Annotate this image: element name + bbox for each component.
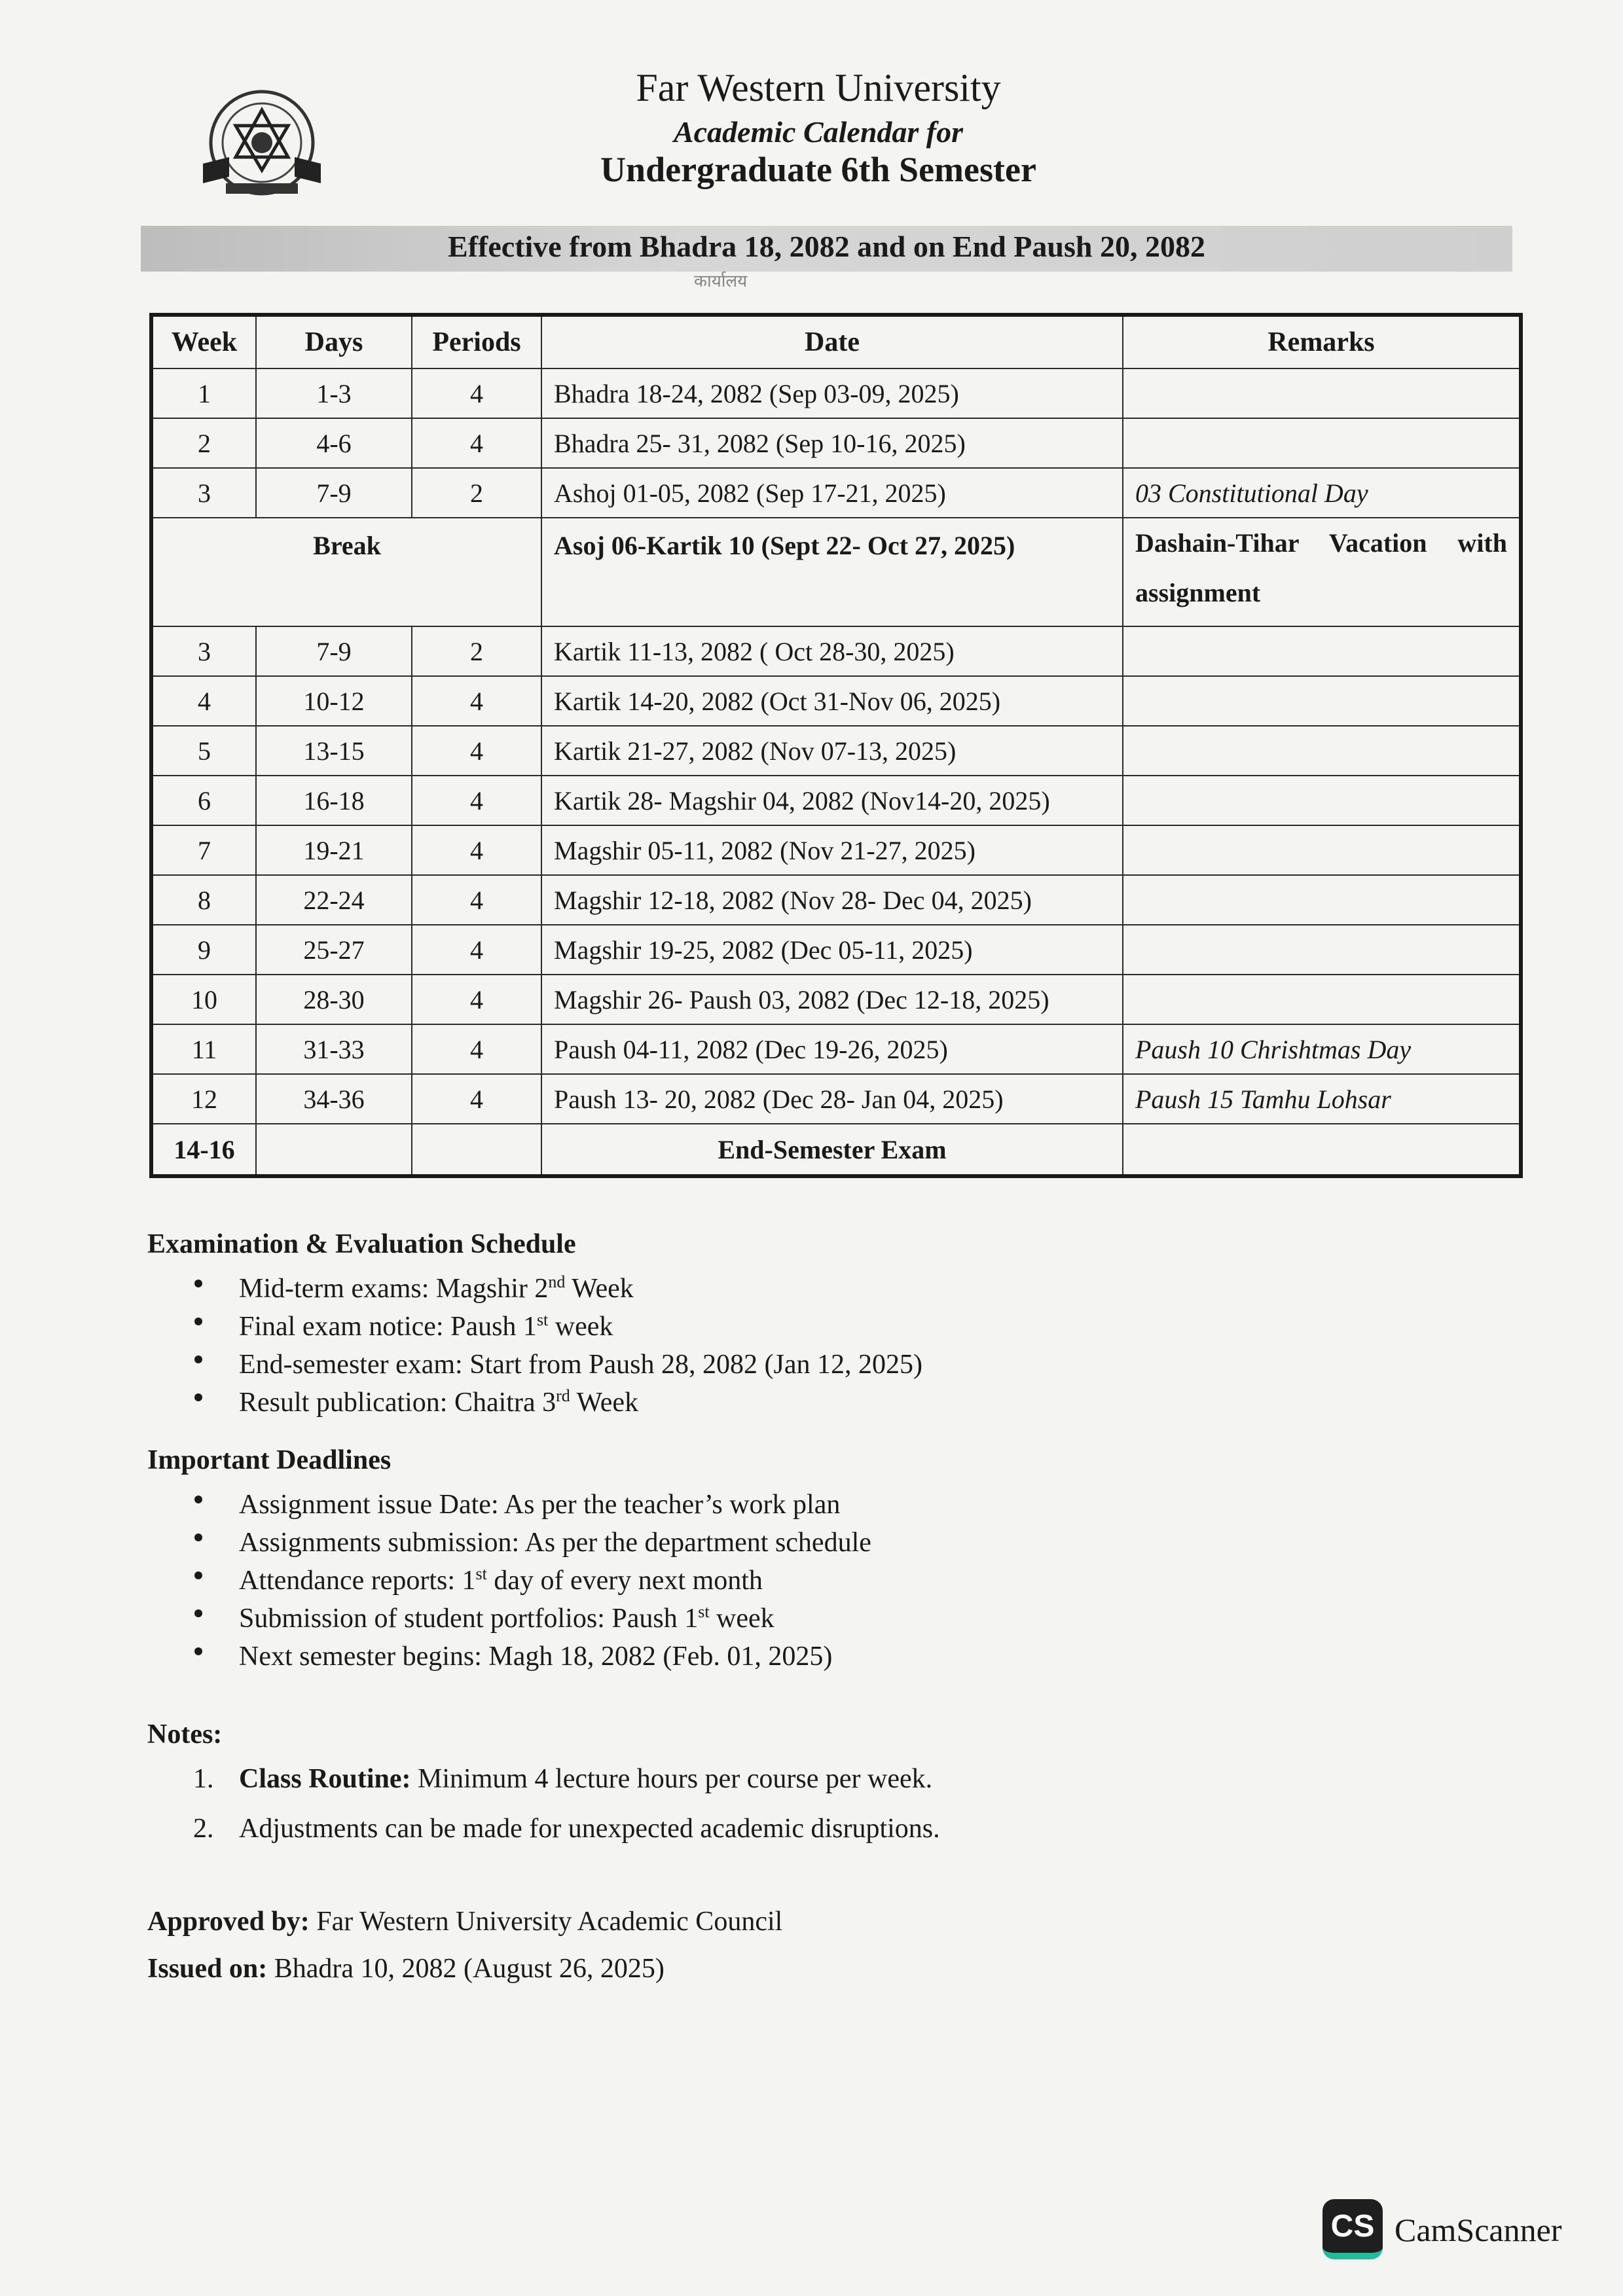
- item-text-post: day of every next month: [486, 1566, 763, 1596]
- item-text: Assignment issue Date: As per the teacher’s work plan: [239, 1490, 841, 1520]
- header-date: Date: [541, 315, 1123, 368]
- item-sup: st: [698, 1602, 710, 1621]
- exam-schedule-list: [147, 1263, 1457, 1418]
- item-text-post: week: [709, 1604, 775, 1634]
- notes-list: [147, 1754, 1457, 1854]
- list-item: [147, 1301, 1457, 1342]
- days-cell: 31-33: [256, 1024, 412, 1074]
- week-cell: 3: [151, 626, 256, 676]
- break-label: [151, 518, 541, 626]
- item-text: Final exam notice: Paush 1: [239, 1312, 537, 1342]
- remarks-cell: [1123, 726, 1521, 776]
- days-cell: 28-30: [256, 975, 412, 1024]
- issued-line: [147, 1945, 1457, 1992]
- university-name: Far Western University: [636, 66, 1001, 109]
- exam-week-cell: 14-16: [151, 1124, 256, 1176]
- item-sup: nd: [548, 1272, 566, 1291]
- note-bold: Class Routine:: [239, 1764, 411, 1794]
- list-item: [147, 1555, 1457, 1596]
- approved-label: Approved by:: [147, 1907, 310, 1937]
- table-row: [151, 368, 1521, 418]
- remarks-cell: [1123, 368, 1521, 418]
- remarks-cell: [1123, 875, 1521, 925]
- table-header-row: [151, 315, 1521, 368]
- days-cell: 7-9: [256, 626, 412, 676]
- days-cell: 16-18: [256, 776, 412, 825]
- notes-heading: Notes:: [147, 1719, 223, 1749]
- table-row: [151, 875, 1521, 925]
- periods-cell: 4: [412, 925, 541, 975]
- break-date: Asoj 06-Kartik 10 (Sept 22- Oct 27, 2025): [541, 518, 1123, 626]
- week-cell: 12: [151, 1074, 256, 1124]
- break-remarks: Dashain-Tihar Vacation with assignment: [1123, 518, 1521, 626]
- days-cell: 13-15: [256, 726, 412, 776]
- date-cell: Kartik 28- Magshir 04, 2082 (Nov14-20, 2025): [541, 776, 1123, 825]
- date-cell: Magshir 05-11, 2082 (Nov 21-27, 2025): [541, 825, 1123, 875]
- week-cell: 11: [151, 1024, 256, 1074]
- periods-cell: 4: [412, 418, 541, 468]
- table-row: [151, 418, 1521, 468]
- exam-schedule-heading: Examination & Evaluation Schedule: [147, 1229, 576, 1259]
- issued-value: Bhadra 10, 2082 (August 26, 2025): [267, 1954, 665, 1984]
- days-cell: 25-27: [256, 925, 412, 975]
- item-text: Assignments submission: As per the department schedule: [239, 1528, 871, 1558]
- date-cell: Kartik 14-20, 2082 (Oct 31-Nov 06, 2025): [541, 676, 1123, 726]
- table-row: [151, 726, 1521, 776]
- remarks-cell: [1123, 676, 1521, 726]
- break-row: [151, 518, 1521, 626]
- calendar-subtitle: Academic Calendar for: [673, 115, 964, 149]
- days-cell: 7-9: [256, 468, 412, 518]
- periods-cell: 4: [412, 726, 541, 776]
- break-label-text: Break: [313, 531, 381, 560]
- item-text-post: week: [548, 1312, 613, 1342]
- date-cell: Bhadra 18-24, 2082 (Sep 03-09, 2025): [541, 368, 1123, 418]
- table-row: [151, 1024, 1521, 1074]
- empty-cell: [1123, 1124, 1521, 1176]
- semester-title: Undergraduate 6th Semester: [600, 150, 1036, 189]
- header-days: Days: [256, 315, 412, 368]
- periods-cell: 4: [412, 676, 541, 726]
- date-cell: Ashoj 01-05, 2082 (Sep 17-21, 2025): [541, 468, 1123, 518]
- days-cell: 10-12: [256, 676, 412, 726]
- remarks-cell: Paush 10 Chrishtmas Day: [1123, 1024, 1521, 1074]
- camscanner-logo-icon: CS: [1322, 2199, 1383, 2259]
- issued-label: Issued on:: [147, 1954, 268, 1984]
- empty-cell: [256, 1124, 412, 1176]
- periods-cell: 2: [412, 626, 541, 676]
- exam-label-cell: End-Semester Exam: [541, 1124, 1123, 1176]
- week-cell: 6: [151, 776, 256, 825]
- item-text: Next semester begins: Magh 18, 2082 (Feb. 01, 2025): [239, 1641, 833, 1672]
- date-cell: Magshir 26- Paush 03, 2082 (Dec 12-18, 2025): [541, 975, 1123, 1024]
- bullet-icon: [194, 1496, 202, 1503]
- periods-cell: 4: [412, 825, 541, 875]
- item-sup: st: [475, 1564, 487, 1583]
- deadlines-section: [147, 1441, 1457, 1672]
- deadlines-list: [147, 1479, 1457, 1672]
- item-text: Attendance reports: 1: [239, 1566, 476, 1596]
- bullet-icon: [194, 1318, 202, 1325]
- remarks-cell: [1123, 418, 1521, 468]
- table-row: [151, 825, 1521, 875]
- approval-section: [147, 1898, 1457, 1992]
- item-text-post: Week: [565, 1274, 634, 1304]
- list-item: [147, 1804, 1457, 1854]
- table-row: [151, 975, 1521, 1024]
- bullet-icon: [194, 1393, 202, 1401]
- date-cell: Paush 04-11, 2082 (Dec 19-26, 2025): [541, 1024, 1123, 1074]
- item-sup: st: [536, 1310, 549, 1329]
- notes-section: [147, 1715, 1457, 1854]
- table-row: [151, 626, 1521, 676]
- remarks-cell: Paush 15 Tamhu Lohsar: [1123, 1074, 1521, 1124]
- table-row: [151, 676, 1521, 726]
- list-item: [147, 1377, 1457, 1418]
- item-sup: rd: [556, 1386, 570, 1405]
- table-row: [151, 1074, 1521, 1124]
- list-item: [147, 1479, 1457, 1520]
- days-cell: 4-6: [256, 418, 412, 468]
- table-row: [151, 776, 1521, 825]
- days-cell: 1-3: [256, 368, 412, 418]
- list-item: [147, 1754, 1457, 1804]
- date-cell: Magshir 19-25, 2082 (Dec 05-11, 2025): [541, 925, 1123, 975]
- list-item: [147, 1517, 1457, 1558]
- periods-cell: 4: [412, 368, 541, 418]
- remarks-cell: [1123, 925, 1521, 975]
- approved-value: Far Western University Academic Council: [309, 1907, 783, 1937]
- bullet-icon: [194, 1534, 202, 1541]
- periods-cell: 4: [412, 1074, 541, 1124]
- list-item: [147, 1339, 1457, 1380]
- date-cell: Kartik 21-27, 2082 (Nov 07-13, 2025): [541, 726, 1123, 776]
- week-cell: 1: [151, 368, 256, 418]
- remarks-cell: 03 Constitutional Day: [1123, 468, 1521, 518]
- note-text: Minimum 4 lecture hours per course per week.: [410, 1764, 933, 1794]
- bullet-icon: [194, 1609, 202, 1617]
- date-cell: Bhadra 25- 31, 2082 (Sep 10-16, 2025): [541, 418, 1123, 468]
- university-seal-logo: [190, 85, 334, 209]
- note-number: 2.: [193, 1814, 214, 1844]
- week-cell: 4: [151, 676, 256, 726]
- week-cell: 10: [151, 975, 256, 1024]
- list-item: [147, 1631, 1457, 1672]
- bullet-icon: [194, 1355, 202, 1363]
- empty-cell: [412, 1124, 541, 1176]
- bullet-icon: [194, 1647, 202, 1655]
- week-cell: 3: [151, 468, 256, 518]
- remarks-cell: [1123, 975, 1521, 1024]
- week-cell: 7: [151, 825, 256, 875]
- remarks-cell: [1123, 626, 1521, 676]
- item-text: Result publication: Chaitra 3: [239, 1388, 556, 1418]
- days-cell: 22-24: [256, 875, 412, 925]
- date-cell: Kartik 11-13, 2082 ( Oct 28-30, 2025): [541, 626, 1123, 676]
- camscanner-label: CamScanner: [1395, 2212, 1562, 2248]
- exam-row: [151, 1124, 1521, 1176]
- approved-line: [147, 1898, 1457, 1945]
- note-number: 1.: [193, 1764, 214, 1794]
- header-periods: Periods: [412, 315, 541, 368]
- header-week: Week: [151, 315, 256, 368]
- list-item: [147, 1593, 1457, 1634]
- table-row: [151, 925, 1521, 975]
- bullet-icon: [194, 1571, 202, 1579]
- week-cell: 5: [151, 726, 256, 776]
- exam-schedule-section: [147, 1225, 1457, 1418]
- periods-cell: 2: [412, 468, 541, 518]
- periods-cell: 4: [412, 776, 541, 825]
- remarks-cell: [1123, 825, 1521, 875]
- effective-date-text: Effective from Bhadra 18, 2082 and on End Paush 20, 2082: [448, 230, 1205, 263]
- item-text: End-semester exam: Start from Paush 28, 2082 (Jan 12, 2025): [239, 1350, 922, 1380]
- item-text: Submission of student portfolios: Paush 1: [239, 1604, 699, 1634]
- periods-cell: 4: [412, 1024, 541, 1074]
- week-cell: 8: [151, 875, 256, 925]
- item-text: Mid-term exams: Magshir 2: [239, 1274, 549, 1304]
- date-cell: Magshir 12-18, 2082 (Nov 28- Dec 04, 2025): [541, 875, 1123, 925]
- office-stamp: कार्यालय: [694, 272, 748, 291]
- bullet-icon: [194, 1280, 202, 1287]
- table-row: [151, 468, 1521, 518]
- periods-cell: 4: [412, 875, 541, 925]
- note-text: Adjustments can be made for unexpected academic disruptions.: [239, 1814, 940, 1844]
- date-cell: Paush 13- 20, 2082 (Dec 28- Jan 04, 2025): [541, 1074, 1123, 1124]
- week-cell: 9: [151, 925, 256, 975]
- deadlines-heading: Important Deadlines: [147, 1445, 392, 1475]
- days-cell: 19-21: [256, 825, 412, 875]
- calendar-table: [149, 313, 1523, 1178]
- days-cell: 34-36: [256, 1074, 412, 1124]
- remarks-cell: [1123, 776, 1521, 825]
- periods-cell: 4: [412, 975, 541, 1024]
- item-text-post: Week: [570, 1388, 639, 1418]
- week-cell: 2: [151, 418, 256, 468]
- header-remarks: Remarks: [1123, 315, 1521, 368]
- list-item: [147, 1263, 1457, 1304]
